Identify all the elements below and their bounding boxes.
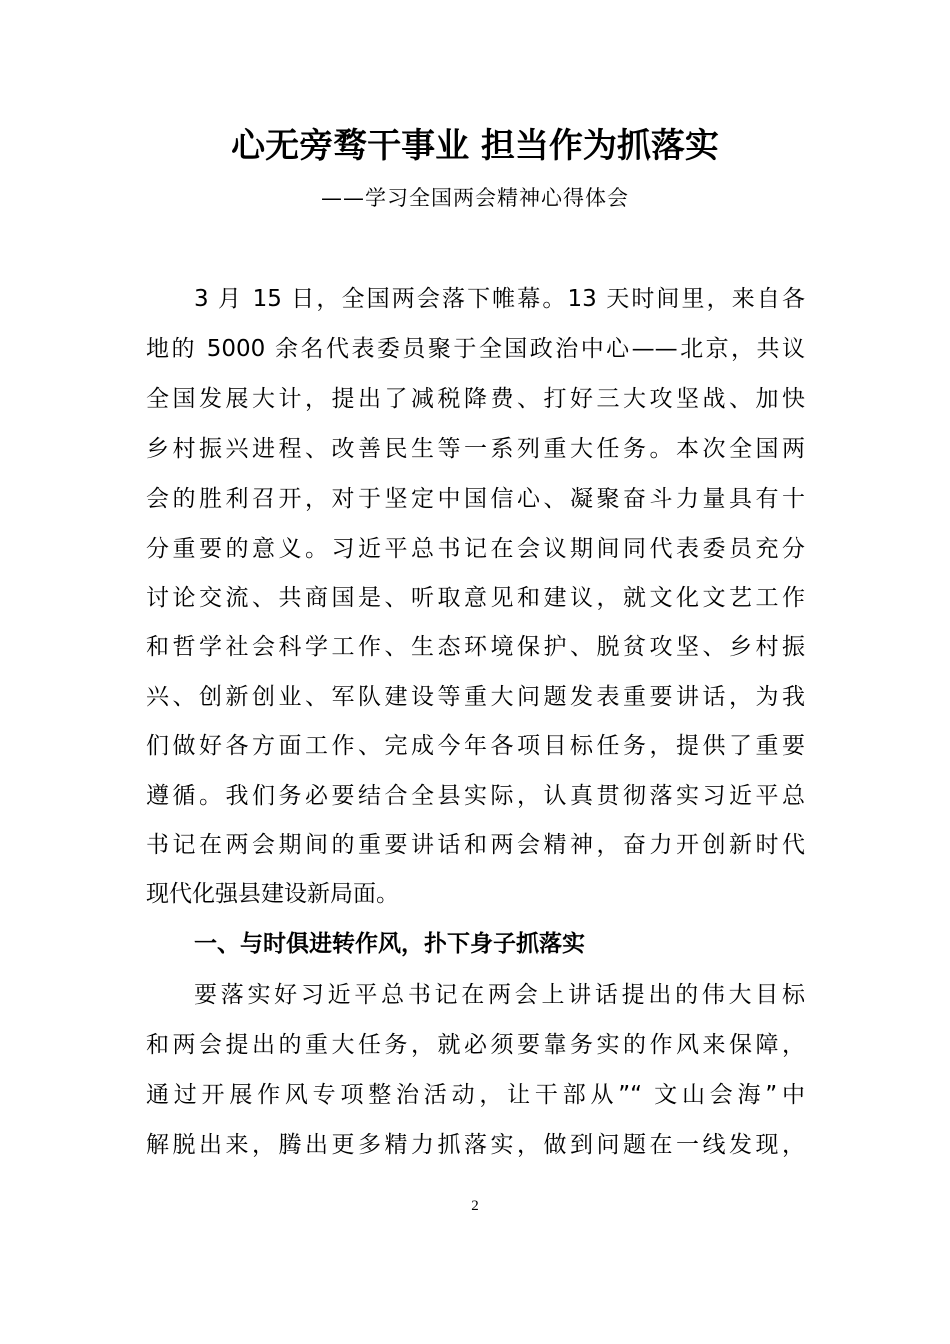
paragraph-line: 3 月 15 日，全国两会落下帷幕。13 天时间里，来自各: [194, 286, 805, 312]
paragraph-line: 们做好各方面工作、完成今年各项目标任务，提供了重要: [146, 733, 805, 759]
page-number: 2: [471, 1198, 479, 1214]
paragraph-line: 书记在两会期间的重要讲话和两会精神，奋力开创新时代: [146, 832, 805, 858]
paragraph-line: 通过开展作风专项整治活动，让干部从”“ 文山会海”中: [146, 1082, 805, 1108]
paragraph-line: 遵循。我们务必要结合全县实际，认真贯彻落实习近平总: [146, 783, 805, 809]
document-subtitle: ——学习全国两会精神心得体会: [321, 186, 629, 210]
paragraph-line: 要落实好习近平总书记在两会上讲话提出的伟大目标: [194, 982, 805, 1008]
paragraph-line: 全国发展大计，提出了减税降费、打好三大攻坚战、加快: [146, 386, 805, 412]
paragraph-line: 和哲学社会科学工作、生态环境保护、脱贫攻坚、乡村振: [146, 634, 805, 660]
paragraph-line: 和两会提出的重大任务，就必须要靠务实的作风来保障，: [146, 1032, 805, 1058]
paragraph-line: 讨论交流、共商国是、听取意见和建议，就文化文艺工作: [146, 585, 805, 611]
paragraph-line: 会的胜利召开，对于坚定中国信心、凝聚奋斗力量具有十: [146, 486, 805, 512]
paragraph-line: 乡村振兴进程、改善民生等一系列重大任务。本次全国两: [146, 436, 805, 462]
document-title: 心无旁骛干事业 担当作为抓落实: [231, 126, 719, 166]
section-heading: 一、与时俱进转作风，扑下身子抓落实: [194, 931, 585, 957]
paragraph-line: 解脱出来，腾出更多精力抓落实，做到问题在一线发现，: [146, 1132, 805, 1158]
paragraph-line: 兴、创新创业、军队建设等重大问题发表重要讲话，为我: [146, 684, 805, 710]
paragraph-line: 地的 5000 余名代表委员聚于全国政治中心——北京，共议: [146, 336, 805, 362]
paragraph-line: 现代化强县建设新局面。: [146, 881, 399, 907]
paragraph-line: 分重要的意义。习近平总书记在会议期间同代表委员充分: [146, 536, 805, 562]
